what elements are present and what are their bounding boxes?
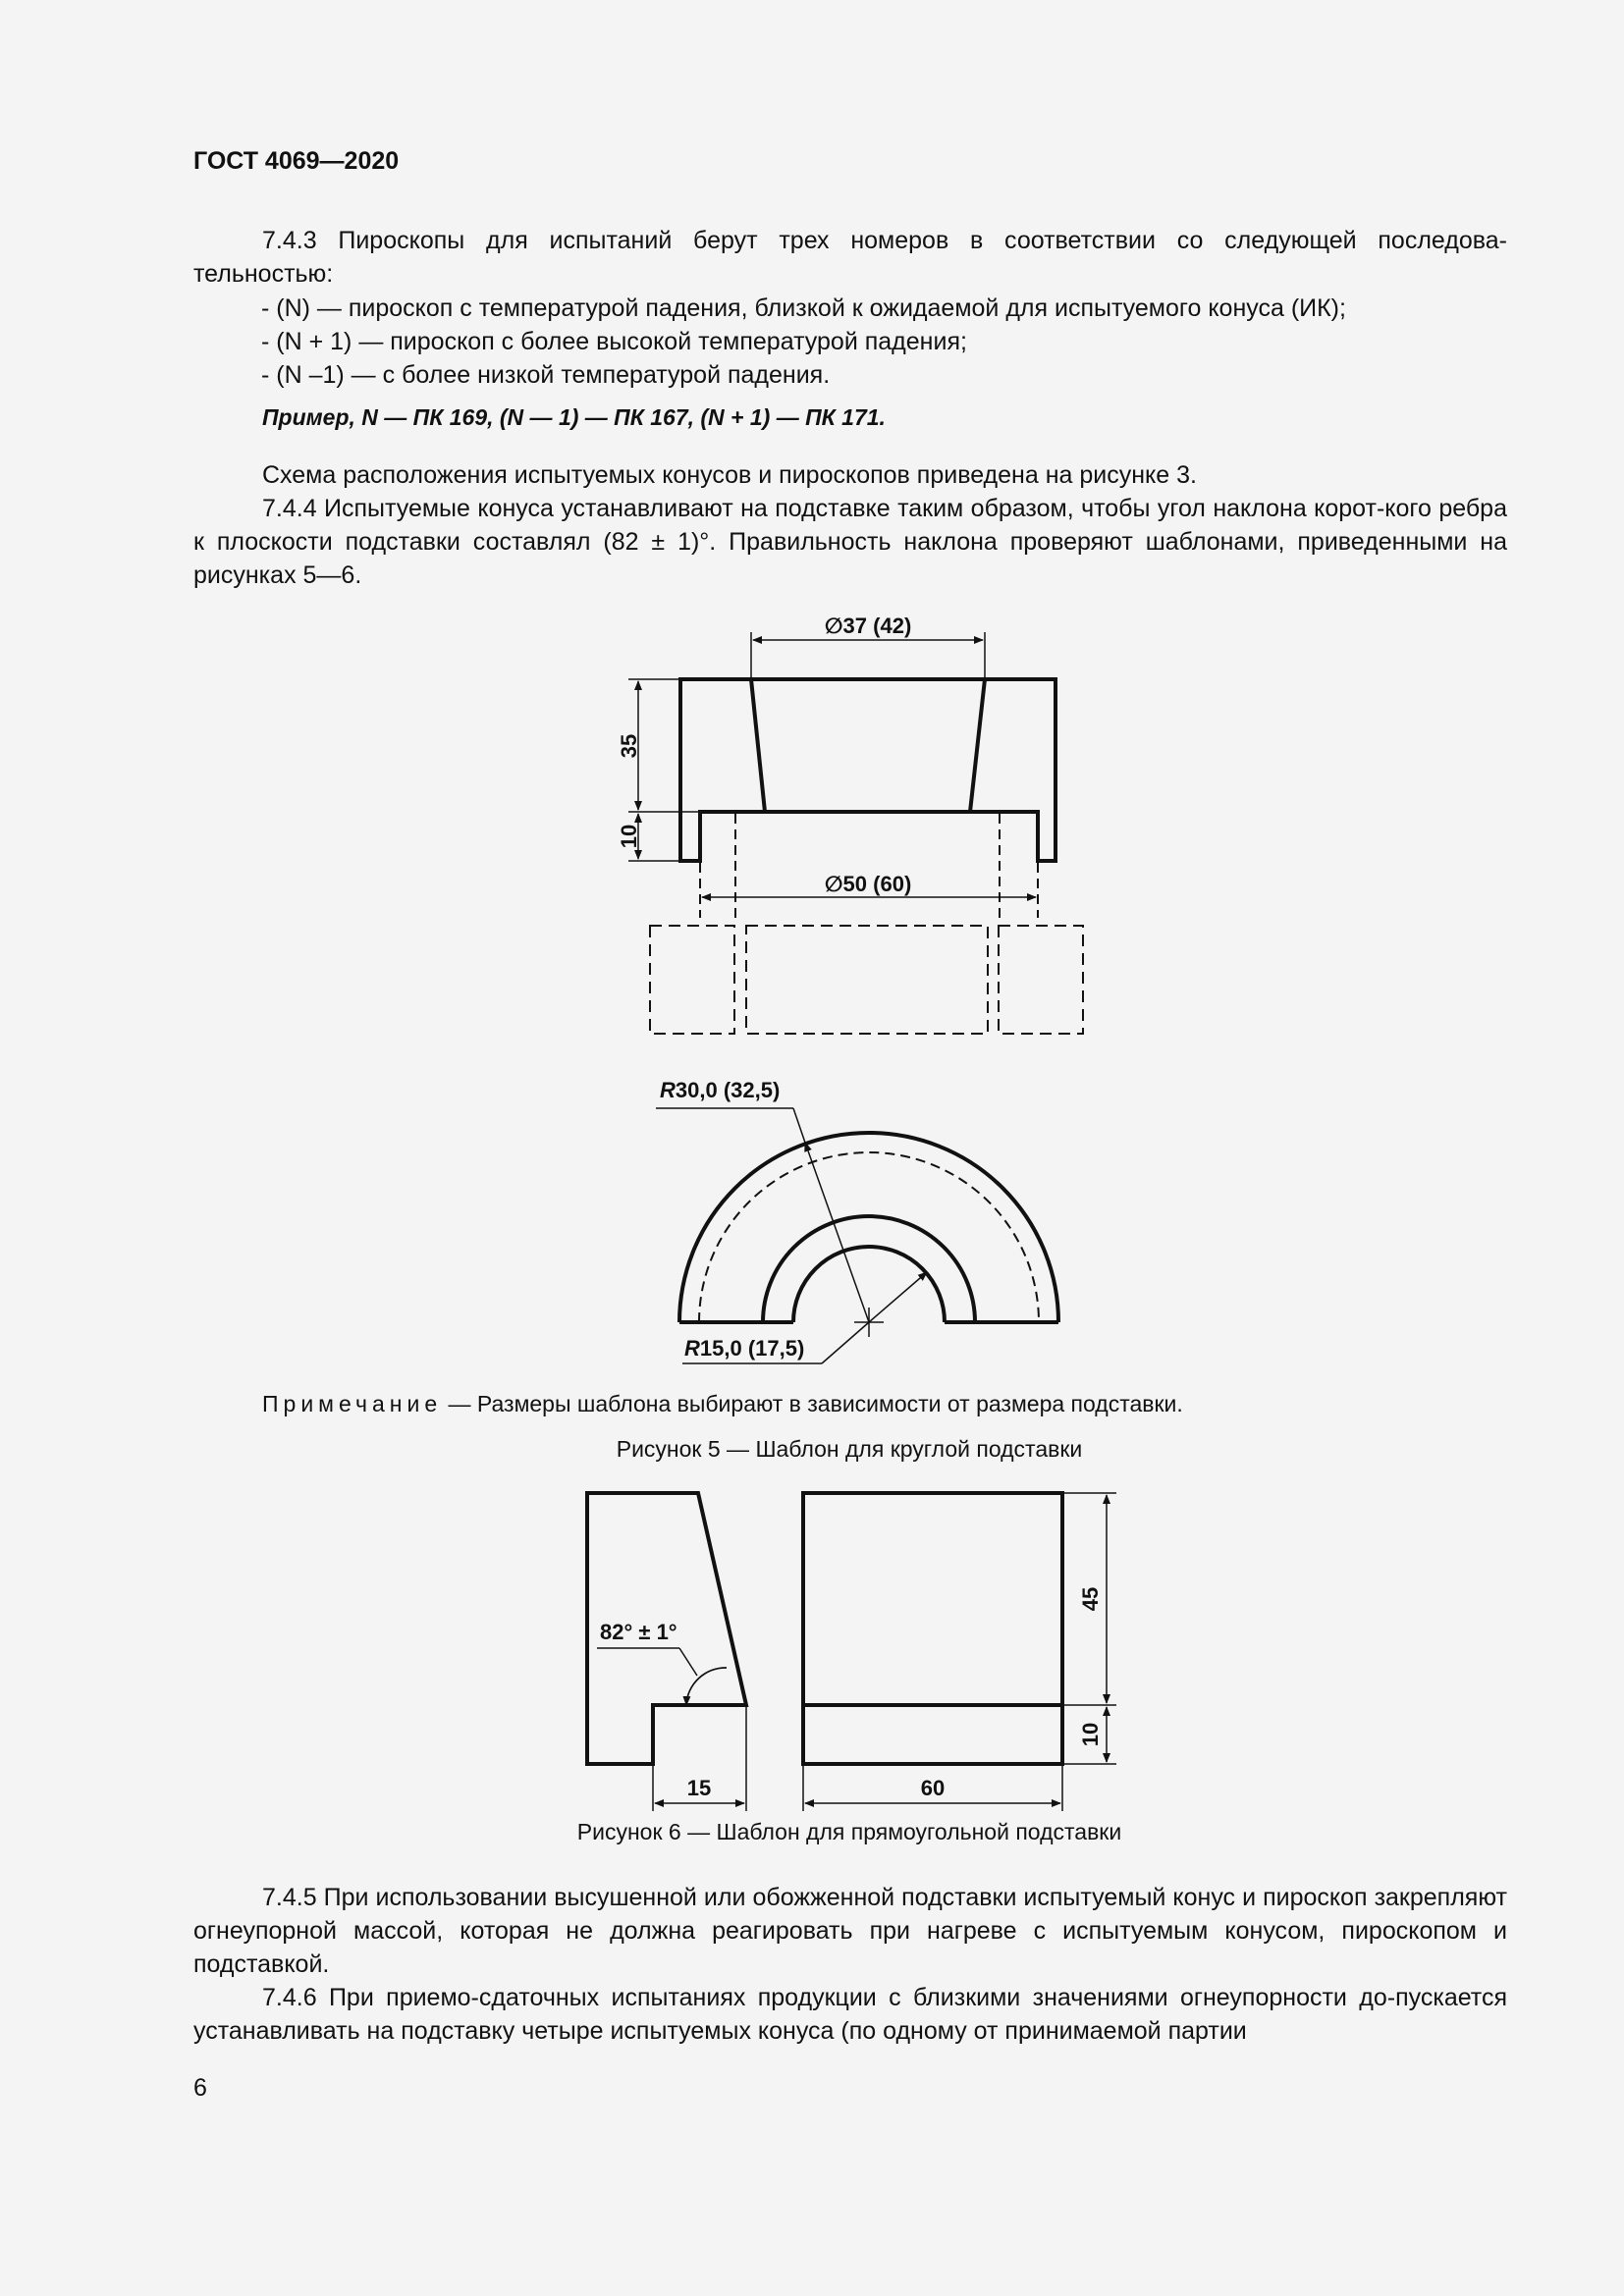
dim-10: 10 bbox=[1078, 1722, 1103, 1747]
radius-outer-symbol: R bbox=[660, 1078, 676, 1102]
figure-5-caption: Рисунок 5 — Шаблон для круглой подставки bbox=[616, 1436, 1083, 1462]
paragraph-scheme: Схема расположения испытуемых конусов и пироскопов приведена на рисунке 3. bbox=[262, 461, 1197, 489]
dim-45: 45 bbox=[1078, 1586, 1103, 1612]
list-item: - (N –1) — с более низкой температурой падения. bbox=[261, 361, 831, 389]
note-text: — Размеры шаблона выбирают в зависимости от размера подставки. bbox=[442, 1391, 1183, 1416]
paragraph-7-4-3-line2: тельностью: bbox=[193, 260, 334, 288]
figure-6-caption: Рисунок 6 — Шаблон для прямоугольной подставки bbox=[576, 1819, 1122, 1844]
dim-height-10: 10 bbox=[617, 824, 641, 849]
fig5-stand-section bbox=[628, 632, 1083, 1034]
dim-height-35: 35 bbox=[617, 733, 641, 759]
page-number: 6 bbox=[193, 2074, 207, 2102]
dim-60: 60 bbox=[920, 1776, 946, 1800]
radius-outer-label bbox=[660, 1078, 780, 1102]
paragraph-7-4-6: 7.4.6 При приемо-сдаточных испытаниях продукции с близкими значениями огнеупорности до-пускается устанавливать на подставку четыре испытуемых конуса (по одному от принимаемой партии bbox=[193, 1984, 1507, 2045]
angle-label: 82° ± 1° bbox=[600, 1620, 677, 1644]
dim-15: 15 bbox=[686, 1776, 712, 1800]
radius-inner-symbol: R bbox=[684, 1336, 700, 1361]
dim-top-diameter: ∅37 (42) bbox=[824, 614, 912, 638]
dim-bottom-diameter: ∅50 (60) bbox=[824, 872, 912, 896]
example-text: Пример, N — ПК 169, (N — 1) — ПК 167, (N + 1) — ПК 171. bbox=[262, 404, 886, 430]
paragraph-7-4-4: 7.4.4 Испытуемые конуса устанавливают на подставке таким образом, чтобы угол наклона корот-кого ребра к плоскости подставки составлял (82 ± 1)°. Правильность наклона проверяют шаблонами, приведенными на рисунках 5—6. bbox=[193, 495, 1507, 589]
fig6-templates bbox=[587, 1493, 1116, 1811]
figure-note bbox=[262, 1391, 1183, 1417]
note-prefix: Примечание bbox=[262, 1391, 443, 1416]
document-header: ГОСТ 4069—2020 bbox=[193, 147, 400, 175]
paragraph-7-4-3-line1: 7.4.3 Пироскопы для испытаний берут трех номеров в соответствии со следующей последова- bbox=[262, 227, 1507, 254]
radius-inner-label bbox=[684, 1336, 804, 1361]
radius-inner-value: 15,0 (17,5) bbox=[699, 1336, 805, 1361]
paragraph-7-4-5: 7.4.5 При использовании высушенной или обожженной подставки испытуемый конус и пироскоп закрепляют огнеупорной массой, которая не должна реагировать при нагреве с испытуемым конусом, пироскопом и подставкой. bbox=[193, 1884, 1507, 1978]
fig5-arch-template bbox=[656, 1108, 1058, 1363]
list-item: - (N + 1) — пироскоп с более высокой температурой падения; bbox=[261, 328, 967, 355]
list-item: - (N) — пироскоп с температурой падения, близкой к ожидаемой для испытуемого конуса (ИК); bbox=[261, 294, 1346, 322]
radius-outer-value: 30,0 (32,5) bbox=[675, 1078, 781, 1102]
